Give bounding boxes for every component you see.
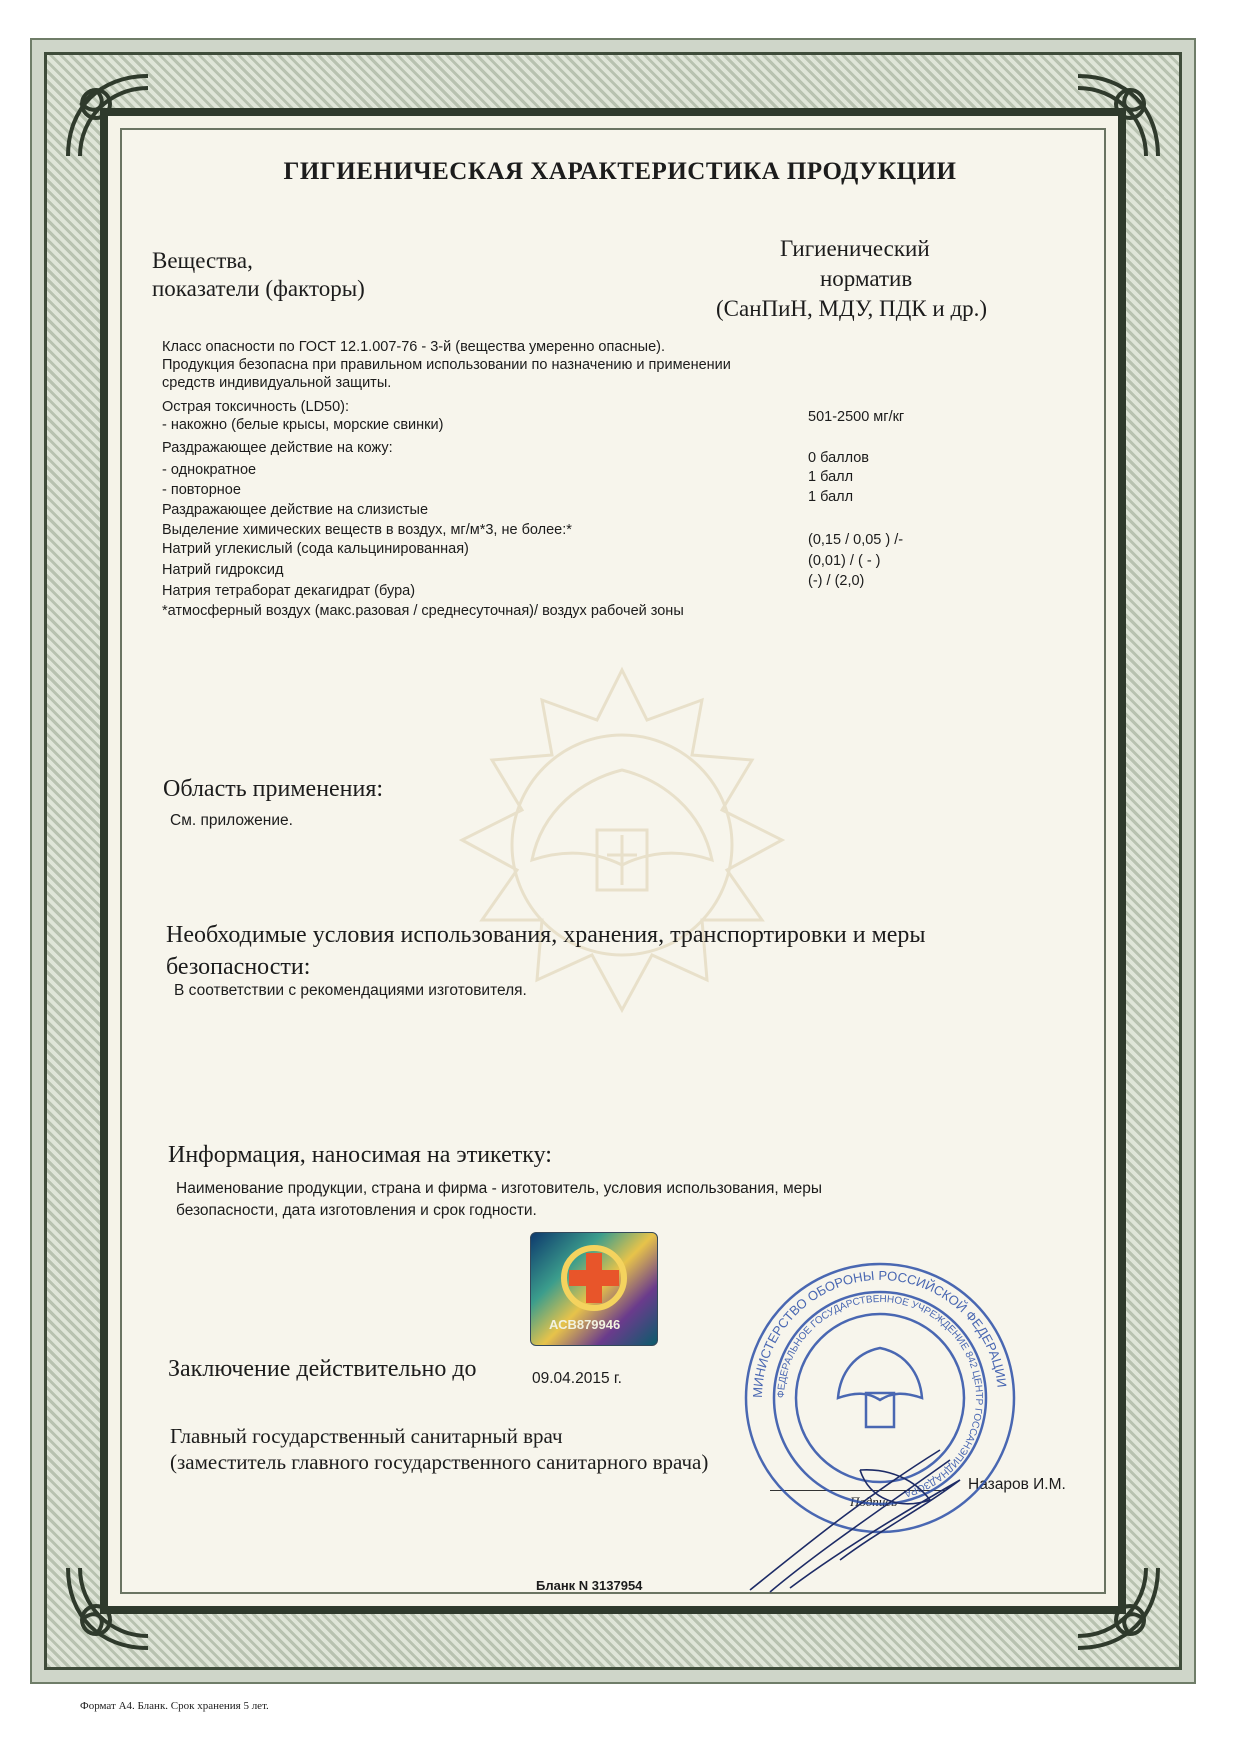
norm-value: (-) / (2,0)	[808, 573, 865, 589]
property-line: Острая токсичность (LD50):	[162, 399, 350, 415]
property-line: - однократное	[162, 462, 257, 478]
conditions-text: В соответствии с рекомендациями изготовителя.	[174, 982, 527, 999]
signature-caption: Подпись	[850, 1494, 897, 1509]
signatory-name: Назаров И.М.	[968, 1476, 1066, 1493]
stamp-ring-text: ФЕДЕРАЛЬНОЕ ГОСУДАРСТВЕННОЕ УЧРЕЖДЕНИЕ 842 ЦЕНТР ГОССАНЭПИДНАДЗОРА	[775, 1293, 985, 1499]
property-line: Класс опасности по ГОСТ 12.1.007-76 - 3-й (вещества умеренно опасные).	[162, 339, 665, 355]
property-line: - накожно (белые крысы, морские свинки)	[162, 417, 444, 433]
document-title: ГИГИЕНИЧЕСКАЯ ХАРАКТЕРИСТИКА ПРОДУКЦИИ	[283, 158, 957, 185]
property-line: Натрий гидроксид	[162, 562, 284, 578]
property-line: Выделение химических веществ в воздух, мг/м*3, не более:*	[162, 522, 572, 538]
hologram-emblem-icon	[531, 1233, 657, 1323]
property-line: Натрия тетраборат декагидрат (бура)	[162, 583, 416, 599]
validity-label: Заключение действительно до	[168, 1356, 477, 1382]
column-header-norm-line1: Гигиенический	[780, 236, 930, 261]
corner-ornament-icon	[60, 1560, 156, 1656]
signatory-title-line1: Главный государственный санитарный врач	[170, 1424, 563, 1448]
validity-date: 09.04.2015 г.	[532, 1370, 622, 1387]
label-info-text-line2: безопасности, дата изготовления и срок годности.	[176, 1202, 537, 1219]
property-line: Раздражающее действие на кожу:	[162, 440, 393, 456]
corner-ornament-icon	[60, 68, 156, 164]
property-line: средств индивидуальной защиты.	[162, 375, 392, 391]
column-header-norm-line3: (СанПиН, МДУ, ПДК и др.)	[716, 296, 988, 321]
application-heading: Область применения:	[163, 776, 384, 802]
handwritten-signature-icon	[740, 1440, 980, 1600]
signatory-title-line2: (заместитель главного государственного санитарного врача)	[170, 1450, 709, 1474]
norm-value: 501-2500 мг/кг	[808, 409, 905, 425]
norm-value: (0,01) / ( - )	[808, 553, 881, 569]
norm-value: 1 балл	[808, 469, 854, 485]
label-info-heading: Информация, наносимая на этикетку:	[168, 1142, 552, 1168]
hologram-sticker	[530, 1232, 658, 1346]
norm-value: 1 балл	[808, 489, 854, 505]
application-text: См. приложение.	[170, 812, 293, 829]
stamp-outer-text: МИНИСТЕРСТВО ОБОРОНЫ РОССИЙСКОЙ ФЕДЕРАЦИИ	[749, 1267, 1010, 1399]
blank-number: Бланк N 3137954	[536, 1578, 643, 1593]
norm-value: (0,15 / 0,05 ) /-	[808, 532, 904, 548]
hologram-code: АСВ879946	[549, 1317, 621, 1332]
conditions-heading-line2: безопасности:	[166, 954, 311, 980]
column-header-norm-line2: норматив	[820, 266, 913, 291]
corner-ornament-icon	[1070, 68, 1166, 164]
column-header-substances-line1: Вещества,	[152, 248, 253, 273]
column-header-substances-line2: показатели (факторы)	[152, 276, 365, 301]
property-line: - повторное	[162, 482, 241, 498]
property-line: Раздражающее действие на слизистые	[162, 502, 429, 518]
label-info-text-line1: Наименование продукции, страна и фирма - изготовитель, условия использования, меры	[176, 1180, 823, 1197]
property-footnote: *атмосферный воздух (макс.разовая / среднесуточная)/ воздух рабочей зоны	[162, 603, 684, 619]
conditions-heading-line1: Необходимые условия использования, хранения, транспортировки и меры	[166, 922, 926, 948]
property-line: Продукция безопасна при правильном использовании по назначению и применении	[162, 357, 731, 373]
footer-note: Формат А4. Бланк. Срок хранения 5 лет.	[80, 1700, 269, 1712]
norm-value: 0 баллов	[808, 450, 869, 466]
corner-ornament-icon	[1070, 1560, 1166, 1656]
property-line: Натрий углекислый (сода кальцинированная)	[162, 541, 469, 557]
